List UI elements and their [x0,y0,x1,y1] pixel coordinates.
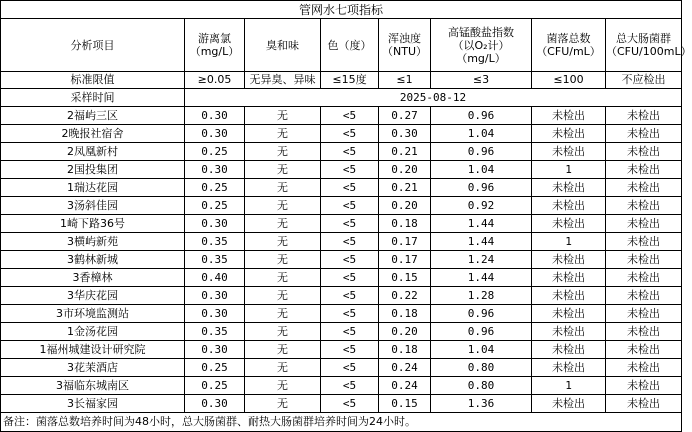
cell-color: <5 [321,377,379,395]
cell-colony: 未检出 [532,359,606,377]
cell-colony: 未检出 [532,395,606,413]
table-row [1,269,682,287]
standard-value: ≤100 [532,72,606,89]
cell-free-chlorine: 0.30 [185,341,245,359]
cell-permanganate: 1.04 [431,125,532,143]
table-row [1,233,682,251]
cell-odor: 无 [245,125,321,143]
cell-free-chlorine: 0.25 [185,197,245,215]
cell-odor: 无 [245,377,321,395]
cell-odor: 无 [245,107,321,125]
cell-odor: 无 [245,287,321,305]
cell-odor: 无 [245,143,321,161]
cell-coliform: 未检出 [606,305,682,323]
cell-site-name: 3花茉酒店 [1,359,185,377]
cell-site-name: 1瑞达花园 [1,179,185,197]
cell-site-name: 3汤斜佳园 [1,197,185,215]
cell-coliform: 未检出 [606,251,682,269]
cell-turbidity: 0.20 [379,161,431,179]
table-row [1,395,682,413]
cell-turbidity: 0.18 [379,305,431,323]
cell-permanganate: 1.36 [431,395,532,413]
cell-free-chlorine: 0.30 [185,287,245,305]
cell-colony: 未检出 [532,143,606,161]
table-title: 管网水七项指标 [1,1,682,19]
table-row [1,323,682,341]
cell-permanganate: 1.44 [431,233,532,251]
cell-color: <5 [321,179,379,197]
cell-free-chlorine: 0.35 [185,323,245,341]
cell-colony: 未检出 [532,269,606,287]
cell-site-name: 2晚报社宿舍 [1,125,185,143]
cell-odor: 无 [245,233,321,251]
table-note: 备注：菌落总数培养时间为48小时，总大肠菌群、耐热大肠菌群培养时间为24小时。 [1,413,682,432]
header-row [1,19,682,72]
cell-turbidity: 0.24 [379,359,431,377]
cell-color: <5 [321,251,379,269]
cell-color: <5 [321,161,379,179]
cell-permanganate: 0.96 [431,107,532,125]
table-title-row [1,1,682,19]
cell-colony: 1 [532,377,606,395]
cell-color: <5 [321,287,379,305]
cell-site-name: 3香樟林 [1,269,185,287]
header-turbidity: 浑浊度 （NTU） [379,19,431,72]
cell-free-chlorine: 0.25 [185,143,245,161]
table-row [1,179,682,197]
standard-value: ≤3 [431,72,532,89]
table-row [1,125,682,143]
cell-odor: 无 [245,269,321,287]
cell-coliform: 未检出 [606,323,682,341]
cell-odor: 无 [245,395,321,413]
cell-permanganate: 1.44 [431,215,532,233]
cell-colony: 1 [532,161,606,179]
standard-row [1,72,682,89]
cell-site-name: 1金汤花园 [1,323,185,341]
standard-value: 不应检出 [606,72,682,89]
cell-coliform: 未检出 [606,359,682,377]
cell-odor: 无 [245,359,321,377]
cell-color: <5 [321,215,379,233]
cell-free-chlorine: 0.30 [185,107,245,125]
cell-coliform: 未检出 [606,269,682,287]
cell-odor: 无 [245,161,321,179]
cell-coliform: 未检出 [606,215,682,233]
cell-colony: 未检出 [532,323,606,341]
table-row [1,251,682,269]
cell-odor: 无 [245,197,321,215]
cell-coliform: 未检出 [606,341,682,359]
standard-label: 标准限值 [1,72,185,89]
cell-colony: 1 [532,233,606,251]
cell-site-name: 3横屿新苑 [1,233,185,251]
cell-colony: 未检出 [532,305,606,323]
cell-site-name: 2国投集团 [1,161,185,179]
cell-permanganate: 0.80 [431,359,532,377]
standard-value: ≥0.05 [185,72,245,89]
cell-turbidity: 0.27 [379,107,431,125]
cell-turbidity: 0.17 [379,233,431,251]
cell-permanganate: 0.96 [431,143,532,161]
table-row [1,359,682,377]
cell-coliform: 未检出 [606,197,682,215]
cell-coliform: 未检出 [606,125,682,143]
cell-free-chlorine: 0.30 [185,215,245,233]
cell-color: <5 [321,143,379,161]
cell-permanganate: 0.96 [431,179,532,197]
standard-value: 无异臭、异味 [245,72,321,89]
cell-permanganate: 0.92 [431,197,532,215]
cell-free-chlorine: 0.35 [185,251,245,269]
cell-site-name: 2凤凰新村 [1,143,185,161]
cell-turbidity: 0.15 [379,269,431,287]
cell-coliform: 未检出 [606,179,682,197]
cell-site-name: 3华庆花园 [1,287,185,305]
cell-color: <5 [321,341,379,359]
cell-site-name: 3鹤林新城 [1,251,185,269]
cell-site-name: 2福屿三区 [1,107,185,125]
cell-permanganate: 0.96 [431,305,532,323]
cell-permanganate: 1.28 [431,287,532,305]
header-coliform: 总大肠菌群 （CFU/100mL） [606,19,682,72]
cell-colony: 未检出 [532,341,606,359]
cell-site-name: 1崎下路36号 [1,215,185,233]
cell-turbidity: 0.17 [379,251,431,269]
cell-color: <5 [321,269,379,287]
standard-value: ≤15度 [321,72,379,89]
cell-turbidity: 0.30 [379,125,431,143]
cell-permanganate: 1.24 [431,251,532,269]
cell-turbidity: 0.15 [379,395,431,413]
cell-free-chlorine: 0.25 [185,359,245,377]
sample-time-label: 采样时间 [1,89,185,107]
cell-odor: 无 [245,323,321,341]
cell-site-name: 3市环境监测站 [1,305,185,323]
cell-coliform: 未检出 [606,377,682,395]
cell-odor: 无 [245,305,321,323]
cell-colony: 未检出 [532,107,606,125]
cell-odor: 无 [245,179,321,197]
cell-color: <5 [321,233,379,251]
cell-free-chlorine: 0.25 [185,179,245,197]
table-row [1,215,682,233]
cell-coliform: 未检出 [606,233,682,251]
cell-colony: 未检出 [532,179,606,197]
table-row [1,161,682,179]
cell-color: <5 [321,107,379,125]
cell-turbidity: 0.22 [379,287,431,305]
note-row [1,413,682,432]
cell-coliform: 未检出 [606,107,682,125]
header-colony: 菌落总数 （CFU/mL） [532,19,606,72]
cell-free-chlorine: 0.30 [185,125,245,143]
sample-time-value: 2025-08-12 [185,89,682,107]
cell-color: <5 [321,395,379,413]
cell-color: <5 [321,323,379,341]
header-odor: 臭和味 [245,19,321,72]
cell-permanganate: 0.96 [431,323,532,341]
cell-odor: 无 [245,215,321,233]
cell-colony: 未检出 [532,125,606,143]
cell-coliform: 未检出 [606,161,682,179]
cell-turbidity: 0.20 [379,197,431,215]
cell-site-name: 1福州城建设计研究院 [1,341,185,359]
cell-color: <5 [321,359,379,377]
cell-site-name: 3福临东城南区 [1,377,185,395]
cell-free-chlorine: 0.40 [185,269,245,287]
cell-colony: 未检出 [532,251,606,269]
cell-turbidity: 0.24 [379,377,431,395]
cell-colony: 未检出 [532,287,606,305]
cell-odor: 无 [245,341,321,359]
cell-color: <5 [321,125,379,143]
cell-color: <5 [321,197,379,215]
cell-turbidity: 0.18 [379,215,431,233]
cell-permanganate: 1.04 [431,161,532,179]
cell-coliform: 未检出 [606,395,682,413]
sample-time-row [1,89,682,107]
cell-turbidity: 0.21 [379,143,431,161]
header-free-chlorine: 游离氯 （mg/L） [185,19,245,72]
table-row [1,287,682,305]
cell-coliform: 未检出 [606,143,682,161]
cell-color: <5 [321,305,379,323]
cell-free-chlorine: 0.30 [185,305,245,323]
table-row [1,377,682,395]
cell-colony: 未检出 [532,215,606,233]
standard-value: ≤1 [379,72,431,89]
cell-coliform: 未检出 [606,287,682,305]
table-row [1,305,682,323]
cell-permanganate: 1.04 [431,341,532,359]
header-item: 分析项目 [1,19,185,72]
cell-free-chlorine: 0.30 [185,395,245,413]
header-color: 色（度） [321,19,379,72]
cell-odor: 无 [245,251,321,269]
cell-free-chlorine: 0.25 [185,377,245,395]
cell-free-chlorine: 0.35 [185,233,245,251]
cell-free-chlorine: 0.30 [185,161,245,179]
table-row [1,143,682,161]
table-row [1,197,682,215]
cell-colony: 未检出 [532,197,606,215]
cell-permanganate: 1.44 [431,269,532,287]
cell-turbidity: 0.18 [379,341,431,359]
cell-turbidity: 0.21 [379,179,431,197]
header-permanganate: 高锰酸盐指数 （以O₂计） （mg/L） [431,19,532,72]
cell-turbidity: 0.20 [379,323,431,341]
table-row [1,341,682,359]
cell-site-name: 3长福家园 [1,395,185,413]
table-row [1,107,682,125]
cell-permanganate: 0.80 [431,377,532,395]
